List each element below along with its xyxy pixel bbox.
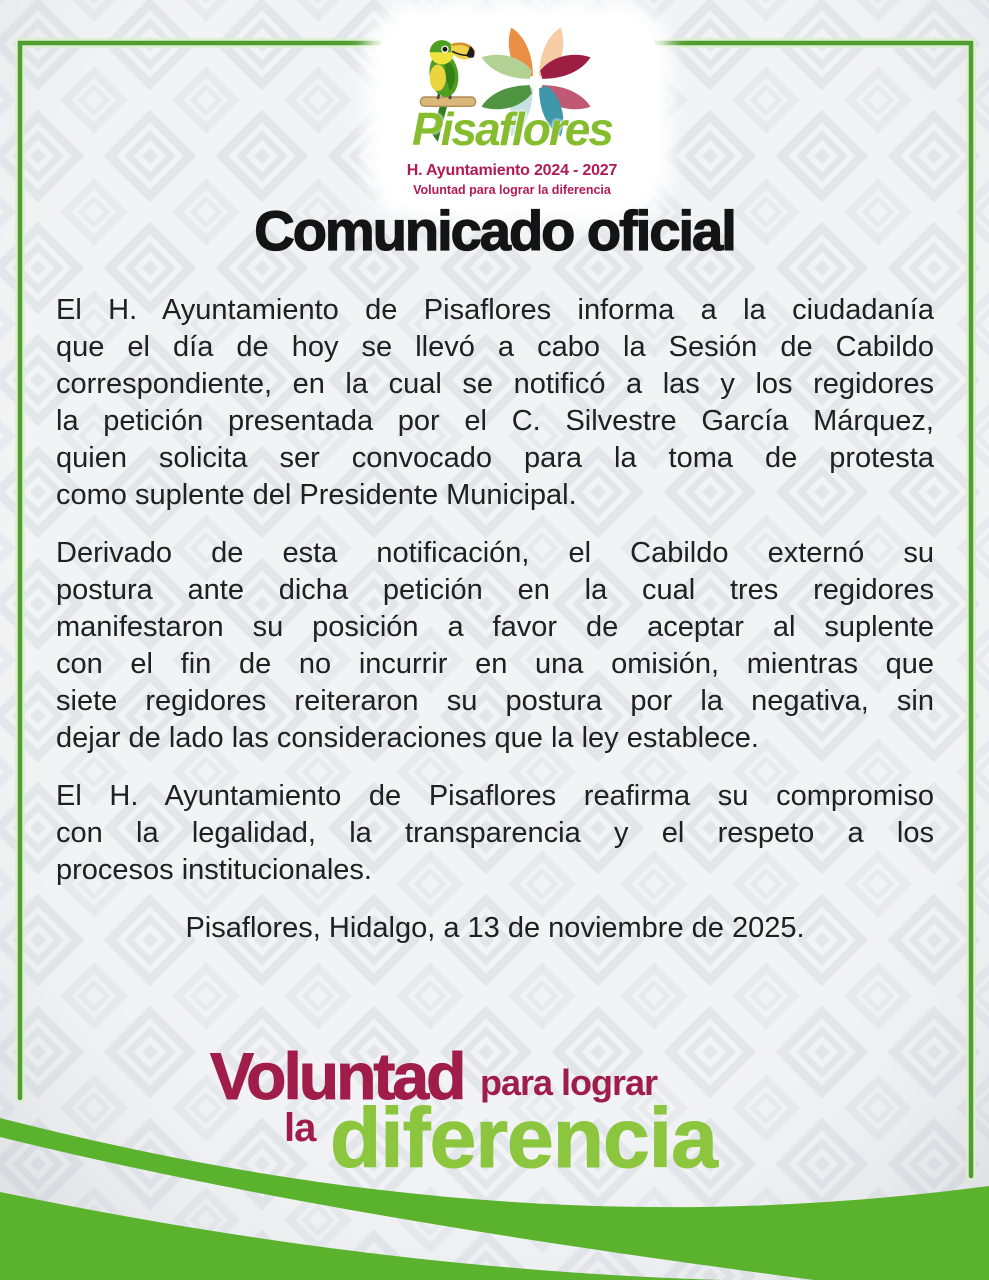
paragraph [56,292,934,514]
logo-administration-text: H. Ayuntamiento 2024 - 2027 [406,162,618,179]
paragraph-line: Derivado de esta notificación, el Cabildo externó su [56,537,934,569]
dateline: Pisaflores, Hidalgo, a 13 de noviembre de 2025. [185,912,805,944]
slogan-la: la [284,1106,316,1150]
logo-tagline-text: Voluntad para lograr la diferencia [413,183,611,197]
body-paragraphs [56,292,934,889]
paragraph [56,778,934,889]
paragraph-line: correspondiente, en la cual se notificó a las y los regidores [56,368,934,400]
paragraph-line: procesos institucionales. [56,854,372,886]
paragraph-line: manifestaron su posición a favor de aceptar al suplente [56,611,934,643]
logo-brand-text: Pisaflores [412,103,612,155]
body-text [56,292,934,947]
paragraph-line: quien solicita ser convocado para la toma de protesta [56,442,934,474]
slogan-diferencia: diferencia [330,1091,717,1185]
paragraph-line: dejar de lado las consideraciones que la ley establece. [56,722,759,754]
paragraph-line: El H. Ayuntamiento de Pisaflores reafirma su compromiso [56,780,934,812]
slogan-voluntad: Voluntad [210,1039,464,1113]
paragraph-line: postura ante dicha petición en la cual tres regidores [56,574,934,606]
page-title: Comunicado oficial [254,199,735,262]
slogan-para-lograr: para lograr [480,1062,658,1103]
paragraph-line: siete regidores reiteraron su postura por la negativa, sin [56,685,934,717]
paragraph-line: la petición presentada por el C. Silvestre García Márquez, [56,405,934,437]
paragraph-line: que el día de hoy se llevó a cabo la Sesión de Cabildo [56,331,934,363]
paragraph-line: con la legalidad, la transparencia y el respeto a los [56,817,934,849]
paragraph [56,535,934,757]
paragraph-line: con el fin de no incurrir en una omisión, mientras que [56,648,934,680]
paragraph-line: El H. Ayuntamiento de Pisaflores informa a la ciudadanía [56,294,934,326]
paragraph-line: como suplente del Presidente Municipal. [56,479,577,511]
